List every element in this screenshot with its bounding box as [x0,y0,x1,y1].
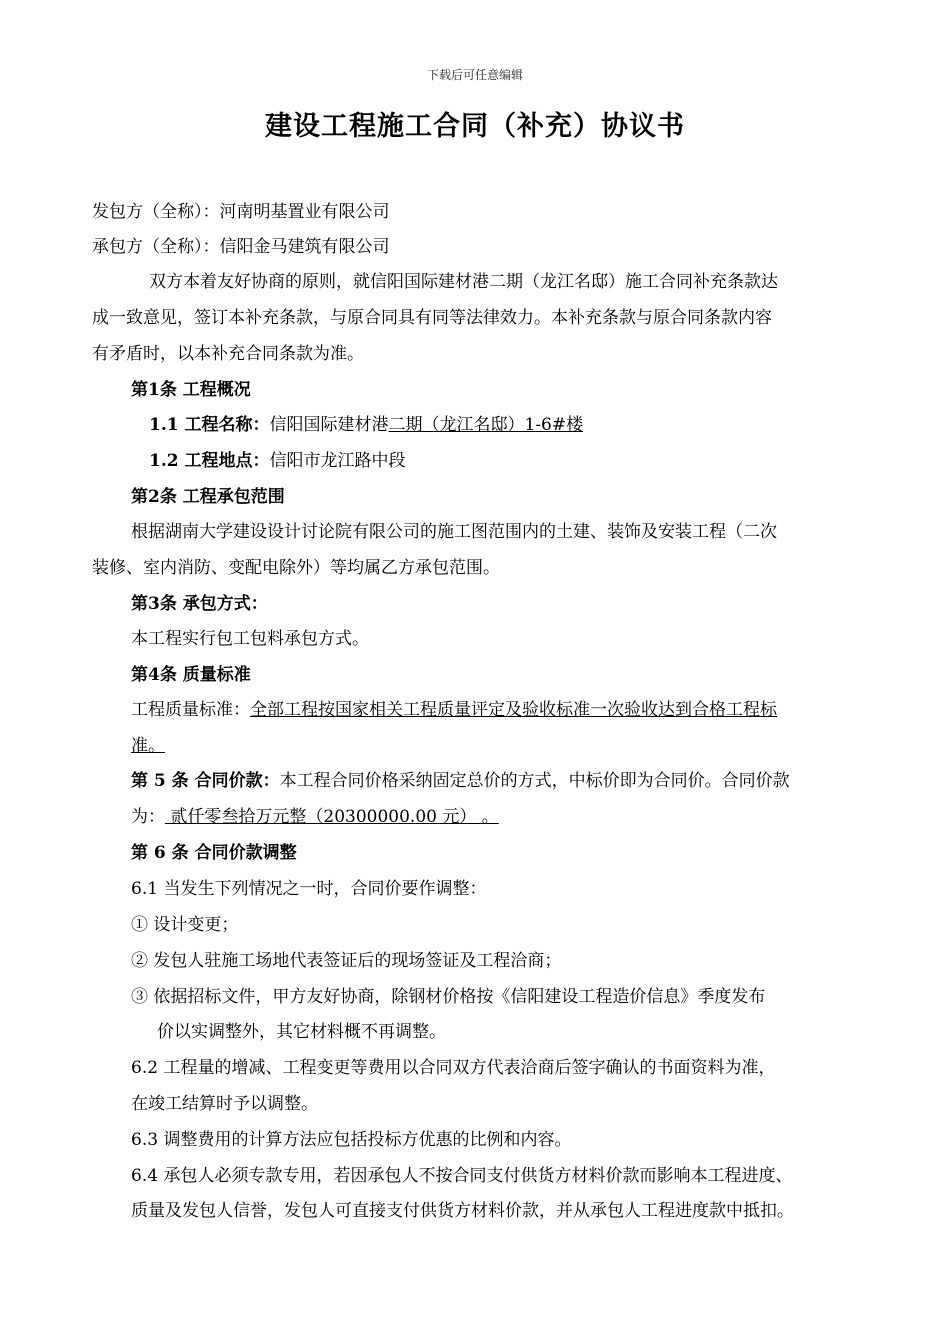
article-2-heading: 第2条 工程承包范围 [131,487,285,507]
header-note: 下载后可任意编辑 [426,68,523,82]
clause-6-3: 6.3 调整费用的计算方法应包括投标方优惠的比例和内容。 [131,1130,572,1150]
quality-standard-label: 工程质量标准： [131,700,250,720]
adjustment-item-cont: 价以实调整外，其它材料概不再调整。 [157,1022,446,1042]
scope-line: 根据湖南大学建设设计讨论院有限公司的施工图范围内的土建、装饰及安装工程（二次 [131,522,777,542]
party-a: 发包方（全称）：河南明基置业有限公司 [92,202,390,222]
article-5-label: 第 5 条 合同价款： [131,771,280,791]
contract-amount-value: 贰仟零叁拾万元整（20300000.00 元） 。 [165,807,499,827]
article-4-heading: 第4条 质量标准 [131,665,251,685]
intro-line: 双方本着友好协商的原则，就信阳国际建材港二期（龙江名邸）施工合同补充条款达 [149,272,778,292]
article-5-text: 本工程合同价格采纳固定总价的方式，中标价即为合同价。合同价款 [279,771,790,791]
adjustment-item: ③ 依据招标文件，甲方友好协商，除钢材价格按《信阳建设工程造价信息》季度发布 [131,987,766,1007]
project-name-underlined: 二期（龙江名邸）1-6#楼 [388,415,584,435]
clause-6-2-cont: 在竣工结算时予以调整。 [131,1094,318,1114]
scope-line: 装修、室内消防、变配电除外）等均属乙方承包范围。 [92,558,500,578]
party-b: 承包方（全称）：信阳金马建筑有限公司 [92,237,390,257]
intro-line: 有矛盾时，以本补充合同条款为准。 [92,344,364,364]
project-name-value: 信阳国际建材港 [269,415,389,435]
intro-line: 成一致意见，签订本补充条款，与原合同具有同等法律效力。本补充条款与原合同条款内容 [92,308,772,328]
project-location-value: 信阳市龙江路中段 [269,451,406,471]
clause-6-4: 6.4 承包人必须专款专用，若因承包人不按合同支付供货方材料价款而影响本工程进度、 [131,1166,793,1186]
quality-standard-value: 全部工程按国家相关工程质量评定及验收标准一次验收达到合格工程标 [250,700,777,720]
article-6-heading: 第 6 条 合同价款调整 [131,843,297,863]
quality-standard-line [131,699,777,721]
article-3-heading: 第3条 承包方式： [131,594,268,614]
article-5-line [131,770,790,792]
clause-6-4-cont: 质量及发包人信誉，发包人可直接支付供货方材料价款，并从承包人工程进度款中抵扣。 [131,1201,794,1221]
project-location-line [149,450,406,472]
contract-amount-prefix: 为： [131,807,165,827]
adjustment-item: ② 发包人驻施工场地代表签证后的现场签证及工程洽商； [131,951,562,971]
quality-standard-cont: 准。 [131,736,165,756]
project-name-line [149,414,583,436]
clause-6-2: 6.2 工程量的增减、工程变更等费用以合同双方代表洽商后签字确认的书面资料为准， [131,1058,776,1078]
clause-6-1: 6.1 当发生下列情况之一时，合同价要作调整： [131,879,487,899]
project-name-label: 1.1 工程名称： [149,415,270,435]
article-1-heading: 第1条 工程概况 [131,380,251,400]
contract-mode-text: 本工程实行包工包料承包方式。 [131,629,369,649]
document-title: 建设工程施工合同（补充）协议书 [265,111,685,142]
adjustment-item: ① 设计变更； [131,915,239,935]
project-location-label: 1.2 工程地点： [149,451,270,471]
contract-amount-line [131,806,499,828]
